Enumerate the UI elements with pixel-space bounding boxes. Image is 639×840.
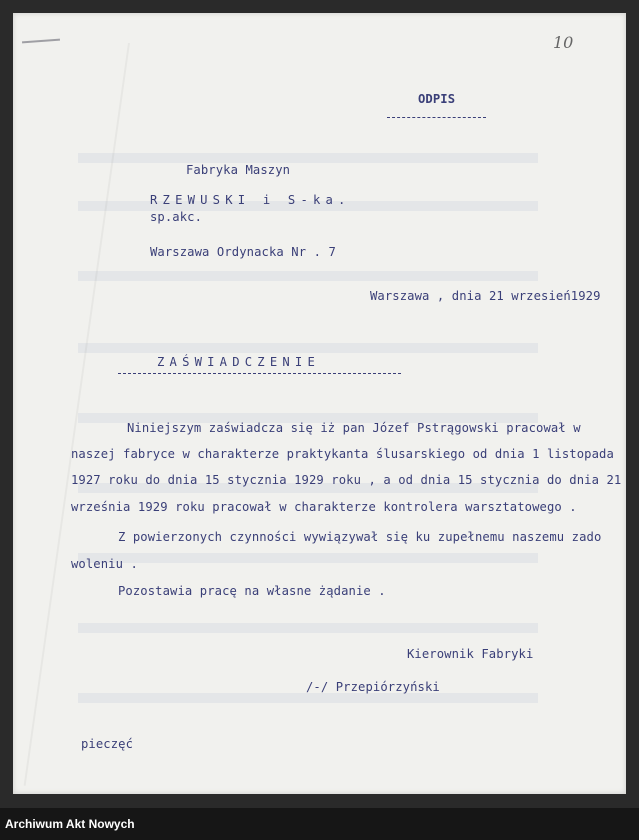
page-number: 10 [553,33,574,52]
body-line: Z powierzonych czynności wywiązywał się ku zupełnemu naszemu zado [118,530,602,544]
certificate-title: ZAŚWIADCZENIE [157,355,320,369]
bleed-through [78,343,538,353]
bleed-through [78,623,538,633]
bleed-through [78,153,538,163]
company-owner: RZEWUSKI i S-ka. [150,193,351,207]
body-line: Pozostawia pracę na własne żądanie . [118,584,386,598]
body-line: Niniejszym zaświadcza się iż pan Józef Pstrągowski pracował w [127,421,581,435]
body-line: września 1929 roku pracował w charakterze kontrolera warsztatowego . [71,500,577,514]
date-line: Warszawa , dnia 21 wrzesień1929 [370,289,601,303]
body-line: naszej fabryce w charakterze praktykanta ślusarskiego od dnia 1 listopada [71,447,614,461]
signature-name: /-/ Przepiórzyński [306,680,440,694]
document-page [13,13,626,794]
body-line: 1927 roku do dnia 15 stycznia 1929 roku , a od dnia 15 stycznia do dnia 21 [71,473,622,487]
bleed-through [78,553,538,563]
bleed-through [78,271,538,281]
title-underline [118,373,401,374]
body-line: woleniu . [71,557,138,571]
heading-underline [387,117,486,118]
archive-name: Archiwum Akt Nowych [5,817,135,831]
bleed-through [78,693,538,703]
company-name: Fabryka Maszyn [186,163,291,177]
signature-title: Kierownik Fabryki [407,647,534,661]
company-address: Warszawa Ordynacka Nr . 7 [150,245,336,259]
stamp-label: pieczęć [81,737,134,751]
company-type: sp.akc. [150,210,203,224]
document-heading: ODPIS [418,92,456,106]
